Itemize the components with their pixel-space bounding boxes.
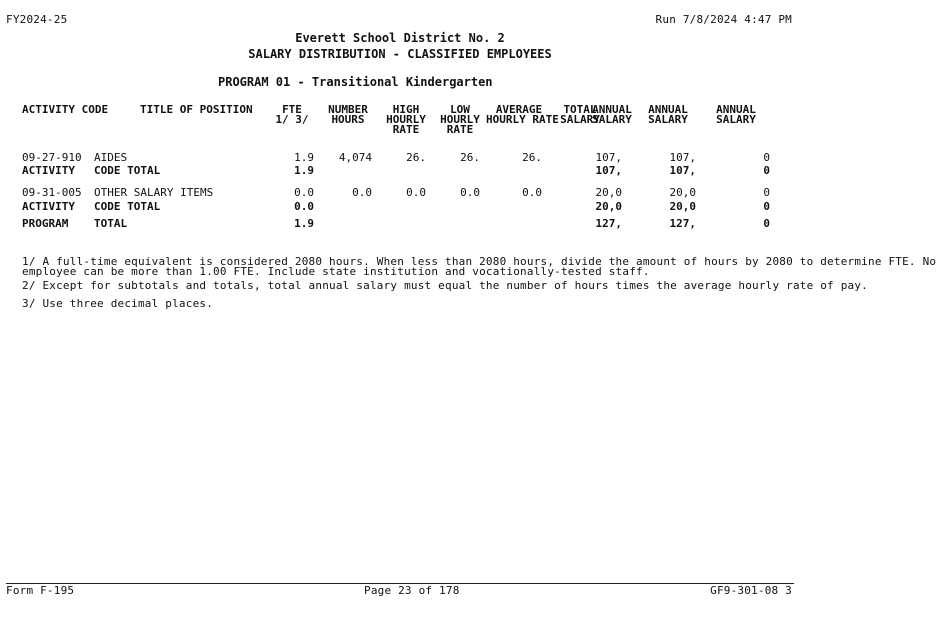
cell-low: 0.0	[460, 186, 480, 199]
cell-high: 26.	[406, 151, 426, 164]
district-name: Everett School District No. 2	[295, 31, 505, 45]
col-title: TITLE OF POSITION	[140, 103, 253, 116]
cell-code: ACTIVITY	[22, 164, 75, 177]
cell-total: 107,	[595, 151, 622, 164]
report-title: SALARY DISTRIBUTION - CLASSIFIED EMPLOYEES	[248, 47, 552, 61]
cell-title: CODE TOTAL	[94, 164, 161, 177]
col-fte: FTE 1/ 3/	[275, 103, 309, 126]
cell-annual: 20,0	[669, 186, 696, 199]
cell-annual: 107,	[669, 164, 696, 177]
cell-fte: 0.0	[294, 186, 314, 199]
cell-annual2: 0	[763, 186, 770, 199]
footnote-3: 3/ Use three decimal places.	[22, 297, 214, 310]
cell-code: 09-31-005	[22, 186, 82, 199]
cell-total: 127,	[595, 217, 622, 230]
cell-code: PROGRAM	[22, 217, 69, 230]
col-annual-salary: ANNUAL SALARY	[592, 103, 632, 126]
program-name: PROGRAM 01 - Transitional Kindergarten	[218, 75, 493, 89]
cell-fte: 0.0	[294, 200, 314, 213]
cell-title: AIDES	[94, 151, 128, 164]
cell-code: ACTIVITY	[22, 200, 75, 213]
form-code: GF9-301-08 3	[710, 584, 792, 597]
cell-total: 20,0	[595, 186, 622, 199]
cell-fte: 1.9	[294, 151, 314, 164]
col-annual-salary-3: ANNUAL SALARY	[716, 103, 756, 126]
cell-annual2: 0	[763, 151, 770, 164]
cell-fte: 1.9	[294, 164, 314, 177]
cell-low: 26.	[460, 151, 480, 164]
footnote-2: 2/ Except for subtotals and totals, total annual salary must equal the number of hours times the average hourly rate of pay.	[22, 279, 868, 292]
cell-hours: 4,074	[338, 151, 372, 164]
cell-fte: 1.9	[294, 217, 314, 230]
cell-title: TOTAL	[94, 217, 128, 230]
col-avg-rate: AVERAGE HOURLY RATE	[486, 103, 559, 126]
col-high-rate: HIGH HOURLY RATE	[386, 103, 426, 136]
cell-annual: 127,	[669, 217, 696, 230]
cell-total: 107,	[595, 164, 622, 177]
col-low-rate: LOW HOURLY RATE	[440, 103, 480, 136]
footnote-1a: 1/ A full-time equivalent is considered 2080 hours. When less than 2080 hours, divide the amount of hours by 2080 to determine FTE. No	[22, 255, 936, 268]
run-date: Run 7/8/2024 4:47 PM	[655, 13, 792, 26]
fiscal-year: FY2024-25	[6, 13, 68, 26]
cell-total: 20,0	[595, 200, 622, 213]
cell-high: 0.0	[406, 186, 426, 199]
cell-annual2: 0	[763, 164, 770, 177]
cell-title: OTHER SALARY ITEMS	[94, 186, 214, 199]
cell-annual: 20,0	[669, 200, 696, 213]
form-number: Form F-195	[6, 584, 75, 597]
cell-annual2: 0	[763, 200, 770, 213]
col-hours: NUMBER HOURS	[328, 103, 368, 126]
cell-annual: 107,	[669, 151, 696, 164]
cell-code: 09-27-910	[22, 151, 82, 164]
cell-avg: 26.	[522, 151, 542, 164]
cell-avg: 0.0	[522, 186, 542, 199]
footnote-1b: employee can be more than 1.00 FTE. Include state institution and vocationally-tested staff.	[22, 265, 650, 278]
col-total-salary: TOTAL SALARY	[560, 103, 600, 126]
page-number: Page 23 of 178	[364, 584, 460, 597]
col-activity: ACTIVITY CODE	[22, 103, 109, 116]
cell-hours: 0.0	[352, 186, 372, 199]
col-annual-salary-2: ANNUAL SALARY	[648, 103, 688, 126]
cell-annual2: 0	[763, 217, 770, 230]
cell-title: CODE TOTAL	[94, 200, 161, 213]
